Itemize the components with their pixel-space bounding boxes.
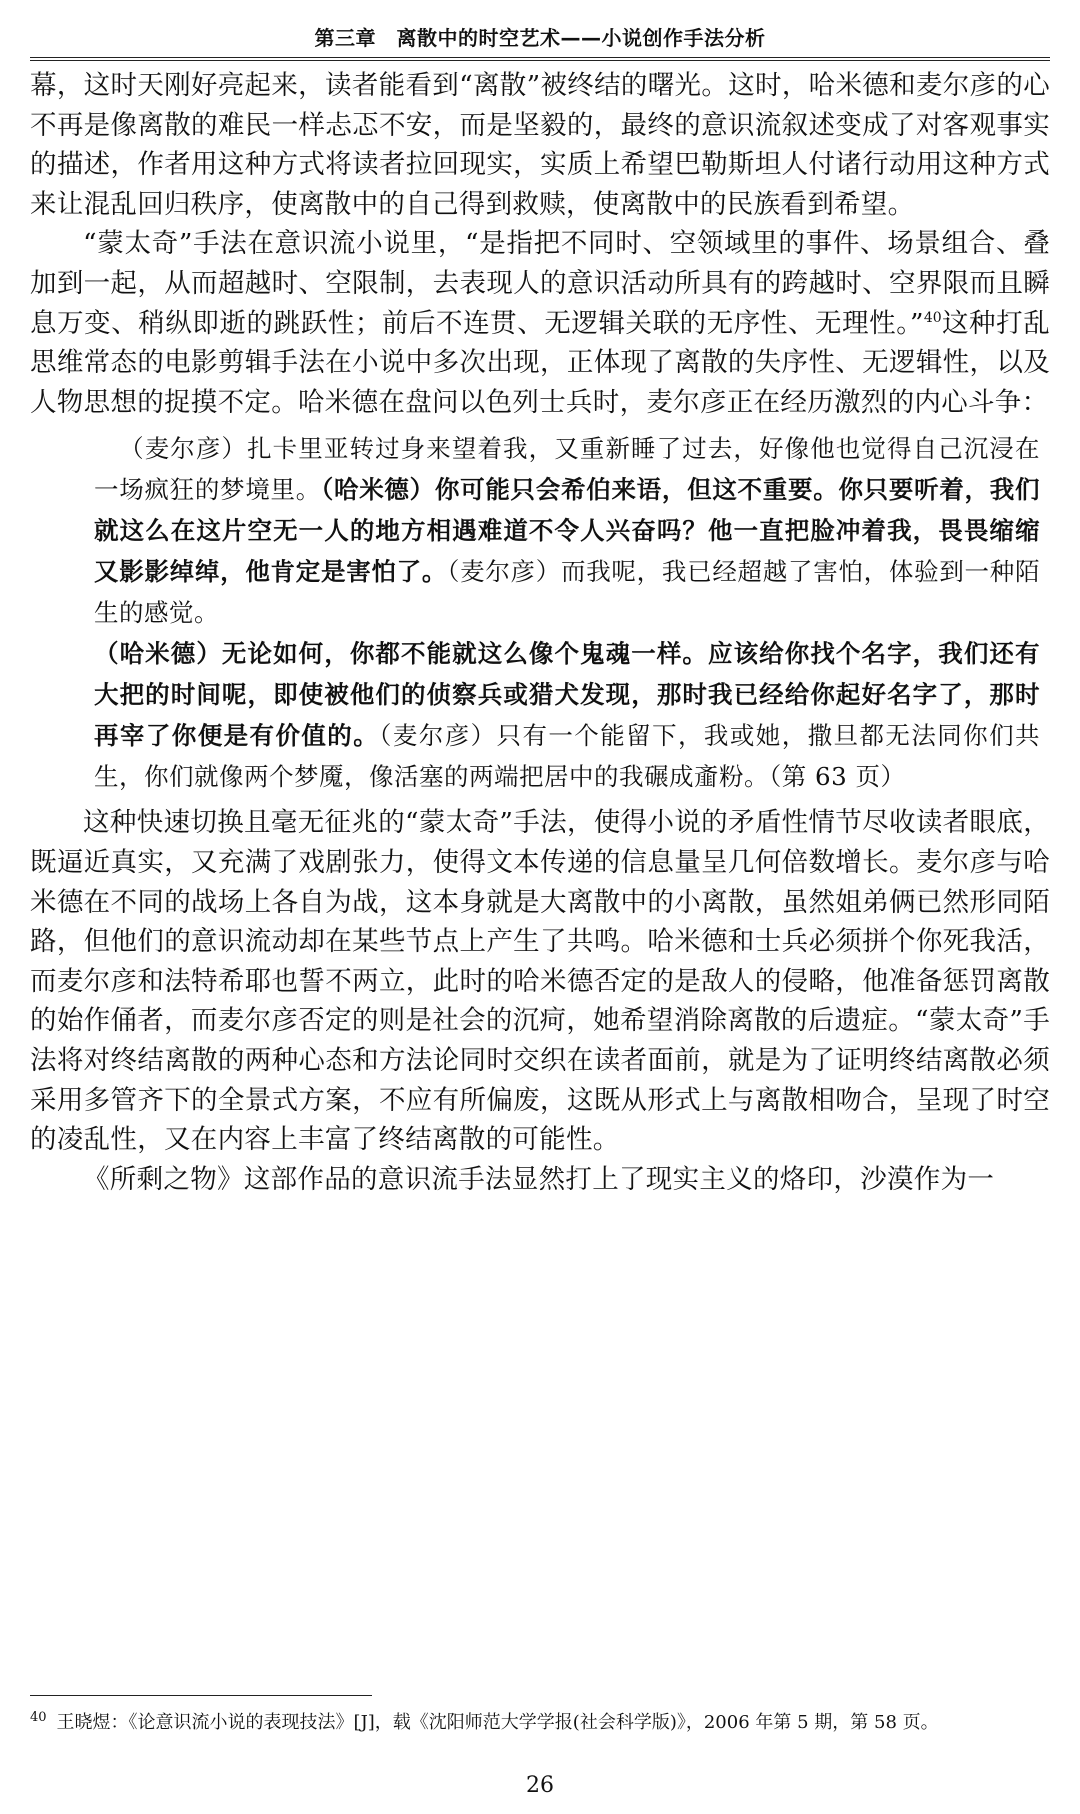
paragraph-2-part-1: “蒙太奇”手法在意识流小说里，“是指把不同时、空领域里的事件、场景组合、叠加到一起，从而超越时、空限制，去表现人的意识活动所具有的跨越时、空界限而且瞬息万变、稍纵即逝的跳跃性；前后不连贯、无逻辑关联的无序性、无理性。”: [30, 228, 1050, 339]
paragraph-1: 幕，这时天刚好亮起来，读者能看到“离散”被终结的曙光。这时，哈米德和麦尔彦的心不再是像离散的难民一样忐忑不安，而是坚毅的，最终的意识流叙述变成了对客观事实的描述，作者用这种方式将读者拉回现实，实质上希望巴勒斯坦人付诸行动用这种方式来让混乱回归秩序，使离散中的自己得到救赎，使离散中的民族看到希望。: [30, 70, 1050, 220]
quote-segment-4: （哈米德）无论如何，你都不能就这么像个鬼魂一样。应该给你找个名字，我们还有大把的时间呢，即使被他们的侦察兵或猎犬发现，那时我已经给你起好名字了，那时再宰了你便是有价值的。: [94, 639, 1040, 751]
paragraph-2: [30, 224, 1050, 422]
paragraph-4: 《所剩之物》这部作品的意识流手法显然打上了现实主义的烙印，沙漠作为一: [83, 1163, 995, 1195]
quote-segment-5: （麦尔彦）只有一个能留下，我或她，撒旦都无法同你们共生，你们就像两个梦魇，像活塞的两端把居中的我碾成齑粉。（第 63 页）: [94, 721, 1041, 792]
body-text: [30, 66, 1050, 1199]
paragraph-2-part-2: 这种打乱思维常态的电影剪辑手法在小说中多次出现，正体现了离散的失序性、无逻辑性，以及人物思想的捉摸不定。哈米德在盘问以色列士兵时，麦尔彦正在经历激烈的内心斗争：: [30, 307, 1050, 418]
quote-segment-2: （哈米德）你可能只会希伯来语，但这不重要。你只要听着，我们就这么在这片空无一人的地方相遇难道不令人兴奋吗？他一直把脸冲着我，畏畏缩缩又影影绰绰，他肯定是害怕了。: [94, 475, 1041, 587]
running-header: 第三章 离散中的时空艺术——小说创作手法分析: [314, 26, 766, 50]
footnote: [30, 1703, 1050, 1738]
block-quote: [94, 428, 1040, 797]
header-rule: [30, 57, 1050, 61]
footnote-number: 40: [30, 1710, 47, 1725]
footnote-marker[interactable]: 40: [923, 309, 942, 326]
quote-segment-1: （麦尔彦）扎卡里亚转过身来望着我，又重新睡了过去，好像他也觉得自己沉浸在一场疯狂的梦境里。: [94, 434, 1040, 505]
paragraph-3: 这种快速切换且毫无征兆的“蒙太奇”手法，使得小说的矛盾性情节尽收读者眼底，既逼近真实，又充满了戏剧张力，使得文本传递的信息量呈几何倍数增长。麦尔彦与哈米德在不同的战场上各自为战，这本身就是大离散中的小离散，虽然姐弟俩已然形同陌路，但他们的意识流动却在某些节点上产生了共鸣。哈米德和士兵必须拼个你死我活，而麦尔彦和法特希耶也誓不两立，此时的哈米德否定的是敌人的侵略，他准备惩罚离散的始作俑者，而麦尔彦否定的则是社会的沉疴，她希望消除离散的后遗症。“蒙太奇”手法将对终结离散的两种心态和方法论同时交织在读者面前，就是为了证明终结离散必须采用多管齐下的全景式方案，不应有所偏废，这既从形式上与离散相吻合，呈现了时空的凌乱性，又在内容上丰富了终结离散的可能性。: [30, 807, 1050, 1156]
quote-segment-3: （麦尔彦）而我呢，我已经超越了害怕，体验到一种陌生的感觉。: [94, 557, 1041, 628]
footnote-rule: [30, 1695, 372, 1696]
page-number: 26: [526, 1773, 554, 1798]
footnote-text: 王晓煜：《论意识流小说的表现技法》[J]，载《沈阳师范大学学报(社会科学版)》，2006 年第 5 期，第 58 页。: [56, 1712, 939, 1733]
